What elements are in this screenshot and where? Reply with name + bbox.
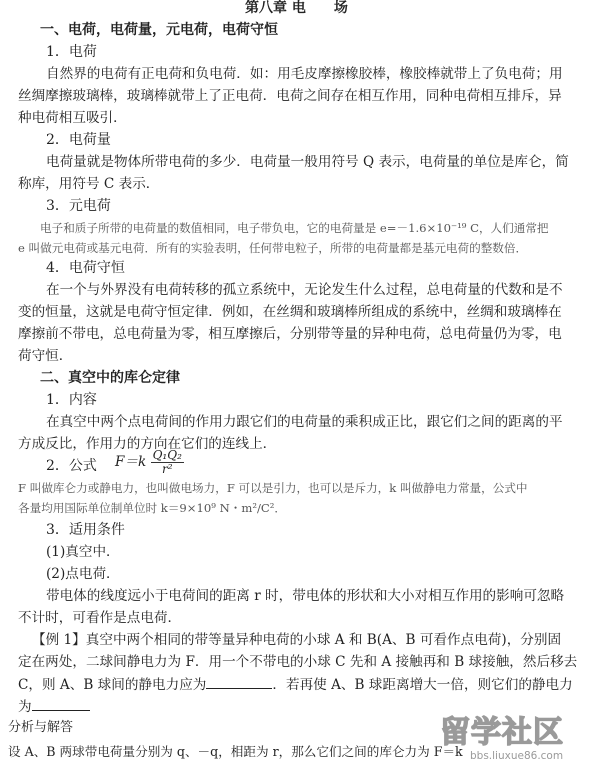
answer-last-line-text: 设 A、B 两球带电荷量分别为 q、－q，相距为 r，那么它们之间的库仑力为 F＝k	[8, 744, 463, 759]
item-2-line-1: 电荷量就是物体所带电荷的多少．电荷量一般用符号 Q 表示，电荷量的单位是库仑，简	[46, 154, 569, 170]
chapter-title: 第八章 电 场	[245, 0, 348, 16]
item-4-line-2: 变的恒量，这就是电荷守恒定律．例如，在丝绸和玻璃棒所组成的系统中，丝绸和玻璃棒在	[18, 304, 562, 320]
section-1-heading: 一、电荷，电荷量，元电荷，电荷守恒	[40, 22, 278, 38]
item-2-label: 2．电荷量	[46, 132, 111, 148]
item-4-line-1: 在一个与外界没有电荷转移的孤立系统中，无论发生什么过程，总电荷量的代数和是不	[46, 282, 563, 298]
answer-heading: 分析与解答	[8, 720, 74, 735]
answer-blank-2	[32, 696, 90, 711]
formula-line-1: F 叫做库仑力或静电力，也叫做电场力，F 可以是引力，也可以是斥力，k 叫做静电力常量，公式中	[18, 481, 528, 495]
item-4-line-3: 摩擦前不带电，总电荷量为零，相互摩擦后，分别带等量的异种电荷，总电荷量仍为零，电	[18, 326, 562, 342]
content-line-2: 方成反比，作用力的方向在它们的连线上．	[18, 436, 277, 452]
content-line-1: 在真空中两个点电荷间的作用力跟它们的电荷量的乘积成正比，跟它们之间的距离的平	[46, 414, 563, 430]
item-1-line-1: 自然界的电荷有正电荷和负电荷．如：用毛皮摩擦橡胶棒，橡胶棒就带上了负电荷；用	[46, 66, 563, 82]
watermark-logo-text: 留学社区	[440, 715, 564, 750]
item-1-line-2: 丝绸摩擦玻璃棒，玻璃棒就带上了正电荷．电荷之间存在相互作用，同种电荷相互排斥，异	[18, 88, 562, 104]
item-3-line-2: e 叫做元电荷或基元电荷．所有的实验表明，任何带电粒子，所带的电荷量都是基元电荷的整数倍．	[18, 241, 528, 255]
formula-lhs: F＝k	[115, 454, 147, 470]
example-line-3	[18, 674, 573, 695]
condition-label: 3．适用条件	[46, 522, 125, 538]
section-2-heading: 二、真空中的库仑定律	[40, 370, 180, 386]
formula-fraction	[151, 449, 184, 476]
formula-denominator: r²	[161, 462, 173, 476]
formula-label: 2．公式	[46, 458, 97, 474]
formula-line-2: 各量均用国际单位制单位时 k＝9×10⁹ N・m²/C²．	[18, 501, 287, 515]
example-line-3-tail: ．若再使 A、B 球距离增大一倍，则它们的静电力	[272, 677, 573, 693]
formula-numerator: Q₁Q₂	[152, 448, 182, 462]
watermark-logo	[440, 716, 589, 766]
example-line-2: 定在两处，二球间静电力为 F．用一个不带电的小球 C 先和 A 接触再和 B 球接触，然后移去	[18, 654, 578, 670]
item-1-line-3: 种电荷相互吸引．	[18, 110, 127, 126]
item-2-line-2: 称库，用符号 C 表示．	[18, 176, 160, 192]
condition-1: (1)真空中．	[46, 544, 120, 560]
example-line-3-text: C，则 A、B 球间的静电力应为	[18, 677, 207, 693]
condition-line-2: 不计时，可看作是点电荷．	[18, 610, 182, 626]
condition-line-1: 带电体的线度远小于电荷间的距离 r 时，带电体的形状和大小对相互作用的影响可忽略	[46, 588, 565, 604]
answer-blank-1	[206, 674, 272, 689]
coulomb-formula	[115, 442, 184, 482]
content-label: 1．内容	[46, 392, 97, 408]
item-3-label: 3．元电荷	[46, 198, 111, 214]
answer-last-line	[8, 742, 463, 762]
item-1-label: 1．电荷	[46, 44, 97, 60]
item-4-label: 4．电荷守恒	[46, 260, 125, 276]
condition-2: (2)点电荷．	[46, 566, 120, 582]
watermark-url: bbs.liuxue86.com	[470, 750, 564, 762]
example-line-1: 【例 1】真空中两个相同的带等量异种电荷的小球 A 和 B(A、B 可看作点电荷)，分别固	[32, 632, 562, 648]
example-line-4	[18, 696, 90, 717]
example-line-4-text: 为	[18, 699, 32, 715]
item-4-line-4: 荷守恒．	[18, 348, 73, 364]
item-3-line-1: 电子和质子所带的电荷量的数值相同，电子带负电，它的电荷量是 e=－1.6×10⁻¹⁹ C，人们通常把	[40, 221, 549, 235]
